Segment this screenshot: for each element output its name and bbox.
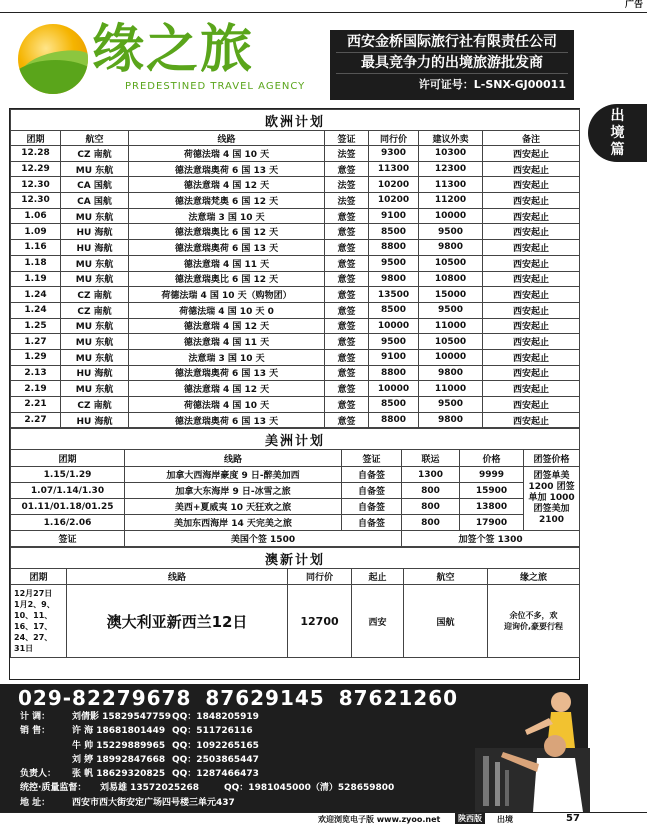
table-cell: MU 东航 bbox=[61, 334, 129, 350]
table-cell: CZ 南航 bbox=[61, 146, 129, 162]
australia-row bbox=[11, 585, 580, 658]
table-cell: 1.09 bbox=[11, 224, 61, 240]
table-cell: 12300 bbox=[419, 161, 483, 177]
visa-ca: 加签个签 1300 bbox=[402, 531, 580, 547]
section-name: 出境 bbox=[497, 815, 513, 824]
table-cell: 10200 bbox=[369, 177, 419, 193]
table-cell: 美加东西海岸 14 天完美之旅 bbox=[125, 515, 342, 531]
table-cell: 西安起止 bbox=[483, 349, 580, 365]
table-cell: 10000 bbox=[369, 318, 419, 334]
group-price-line: 团签单美 bbox=[533, 471, 570, 482]
europe-header-cell: 签证 bbox=[325, 131, 369, 146]
table-row bbox=[11, 177, 580, 193]
europe-table bbox=[10, 109, 580, 428]
table-cell: 2.27 bbox=[11, 412, 61, 428]
table-row bbox=[11, 334, 580, 350]
table-cell: 西安起止 bbox=[483, 365, 580, 381]
table-cell: 意签 bbox=[325, 397, 369, 413]
group-price-line: 团签美加 bbox=[533, 504, 570, 515]
table-cell: 西安起止 bbox=[483, 255, 580, 271]
contact-person: 牛 帅 15229889965 bbox=[72, 740, 166, 751]
table-cell: 10500 bbox=[419, 334, 483, 350]
table-cell: 法意瑞 3 国 10 天 bbox=[129, 349, 325, 365]
table-cell: 意签 bbox=[325, 412, 369, 428]
logo-text: 缘之旅 bbox=[92, 19, 255, 80]
table-cell: 1.18 bbox=[11, 255, 61, 271]
table-cell: CZ 南航 bbox=[61, 397, 129, 413]
contact-role: 地 址： bbox=[20, 797, 51, 808]
slogan: 最具竞争力的出境旅游批发商 bbox=[336, 52, 568, 74]
table-cell: 11000 bbox=[419, 318, 483, 334]
australia-header-cell: 航空 bbox=[404, 569, 488, 585]
contact-person: 刘 婷 18992847668 bbox=[72, 754, 166, 765]
table-cell: 1.06 bbox=[11, 208, 61, 224]
europe-title: 欧洲计划 bbox=[11, 110, 580, 131]
table-cell: 1.29 bbox=[11, 349, 61, 365]
table-cell: 800 bbox=[402, 483, 460, 499]
europe-header-row bbox=[11, 131, 580, 146]
table-cell: 意签 bbox=[325, 161, 369, 177]
table-cell: 12.28 bbox=[11, 146, 61, 162]
australia-title: 澳新计划 bbox=[11, 548, 580, 569]
australia-route: 澳大利亚新西兰12日 bbox=[67, 585, 288, 658]
group-price-line: 2100 bbox=[539, 515, 565, 526]
table-cell: 德法意瑞 4 国 12 天 bbox=[129, 381, 325, 397]
table-cell: 8800 bbox=[369, 412, 419, 428]
america-header-cell: 联运 bbox=[402, 450, 460, 467]
table-cell: 德法意瑞奥荷 6 国 13 天 bbox=[129, 240, 325, 256]
logo-icon bbox=[18, 24, 88, 94]
table-cell: 9500 bbox=[419, 224, 483, 240]
table-cell: 9300 bbox=[369, 146, 419, 162]
table-row bbox=[11, 302, 580, 318]
table-cell: 13500 bbox=[369, 287, 419, 303]
table-row bbox=[11, 349, 580, 365]
table-cell: 2.13 bbox=[11, 365, 61, 381]
phone-numbers bbox=[18, 686, 472, 710]
license-number: 许可证号：L-SNX-GJ00011 bbox=[418, 78, 566, 91]
table-cell: 西安起止 bbox=[483, 334, 580, 350]
phone-number: 87629145 bbox=[205, 686, 325, 710]
section-side-tab: 出 境 篇 bbox=[588, 104, 647, 162]
table-cell: 15900 bbox=[460, 483, 524, 499]
table-cell: 德法意瑞 4 国 11 天 bbox=[129, 255, 325, 271]
contact-row bbox=[20, 796, 394, 810]
table-cell: 11300 bbox=[369, 161, 419, 177]
table-cell: 01.11/01.18/01.25 bbox=[11, 499, 125, 515]
table-cell: 西安起止 bbox=[483, 177, 580, 193]
logo-subtitle: PREDESTINED TRAVEL AGENCY bbox=[125, 81, 306, 92]
contact-person: 张 帆 18629320825 bbox=[72, 769, 166, 780]
australia-header-row bbox=[11, 569, 580, 585]
table-cell: 意签 bbox=[325, 365, 369, 381]
table-cell: 10000 bbox=[369, 381, 419, 397]
table-cell: 17900 bbox=[460, 515, 524, 531]
table-cell: 意签 bbox=[325, 255, 369, 271]
contact-role: 销 售： bbox=[20, 726, 51, 737]
table-cell: HU 海航 bbox=[61, 240, 129, 256]
table-cell: 德法意瑞梵奥 6 国 12 天 bbox=[129, 193, 325, 209]
table-cell: 加拿大西海岸豪度 9 日-醉美加西 bbox=[125, 467, 342, 483]
footer-text: 欢迎浏览电子版 www.zyoo.net bbox=[318, 815, 441, 824]
table-cell: 1.24 bbox=[11, 287, 61, 303]
contact-person: 刘倩影 15829547759 bbox=[72, 712, 172, 722]
table-cell: HU 海航 bbox=[61, 224, 129, 240]
table-cell: MU 东航 bbox=[61, 271, 129, 287]
table-cell: 德法意瑞奥荷 6 国 13 天 bbox=[129, 365, 325, 381]
table-cell: 1.07/1.14/1.30 bbox=[11, 483, 125, 499]
table-cell: 西安起止 bbox=[483, 302, 580, 318]
table-cell: 意签 bbox=[325, 271, 369, 287]
table-cell: 1300 bbox=[402, 467, 460, 483]
europe-header-cell: 同行价 bbox=[369, 131, 419, 146]
page-footer bbox=[0, 812, 647, 825]
family-illustration bbox=[475, 688, 590, 812]
table-cell: 西安起止 bbox=[483, 397, 580, 413]
table-cell: 西安起止 bbox=[483, 161, 580, 177]
phone-number: 029-82279678 bbox=[18, 686, 192, 710]
table-cell: 法签 bbox=[325, 146, 369, 162]
table-row bbox=[11, 224, 580, 240]
america-header-cell: 团签价格 bbox=[524, 450, 580, 467]
europe-header-cell: 线路 bbox=[129, 131, 325, 146]
table-cell: 德法意瑞奥荷 6 国 13 天 bbox=[129, 412, 325, 428]
america-body bbox=[11, 467, 580, 531]
america-header-cell: 团期 bbox=[11, 450, 125, 467]
table-cell: 西安起止 bbox=[483, 381, 580, 397]
table-cell: 8500 bbox=[369, 397, 419, 413]
table-row bbox=[11, 287, 580, 303]
australia-header-cell: 起止 bbox=[352, 569, 404, 585]
tour-plan-box bbox=[9, 108, 580, 680]
table-cell: 10200 bbox=[369, 193, 419, 209]
group-price bbox=[524, 467, 580, 531]
table-cell: 9800 bbox=[419, 240, 483, 256]
table-cell: 11000 bbox=[419, 381, 483, 397]
australia-airline: 国航 bbox=[404, 585, 488, 658]
america-title: 美洲计划 bbox=[11, 429, 580, 450]
phone-number: 87621260 bbox=[338, 686, 459, 710]
contact-row bbox=[20, 753, 394, 767]
table-row bbox=[11, 483, 580, 499]
table-cell: 9800 bbox=[419, 365, 483, 381]
contact-person: 许 海 18681801449 bbox=[72, 726, 166, 737]
table-cell: 10300 bbox=[419, 146, 483, 162]
contact-qq: QQ：511726116 bbox=[172, 726, 253, 737]
table-cell: 2.19 bbox=[11, 381, 61, 397]
table-cell: HU 海航 bbox=[61, 365, 129, 381]
table-cell: 美西+夏威夷 10 天狂欢之旅 bbox=[125, 499, 342, 515]
europe-header-cell: 团期 bbox=[11, 131, 61, 146]
table-cell: CA 国航 bbox=[61, 177, 129, 193]
table-cell: 意签 bbox=[325, 302, 369, 318]
table-row bbox=[11, 467, 580, 483]
table-cell: 德法意瑞 4 国 12 天 bbox=[129, 177, 325, 193]
table-cell: MU 东航 bbox=[61, 318, 129, 334]
table-cell: 9500 bbox=[419, 302, 483, 318]
table-cell: 意签 bbox=[325, 349, 369, 365]
america-header-row bbox=[11, 450, 580, 467]
table-cell: MU 东航 bbox=[61, 161, 129, 177]
table-cell: 西安起止 bbox=[483, 318, 580, 334]
table-cell: 9500 bbox=[369, 255, 419, 271]
table-cell: 13800 bbox=[460, 499, 524, 515]
table-cell: MU 东航 bbox=[61, 208, 129, 224]
table-cell: 10800 bbox=[419, 271, 483, 287]
table-row bbox=[11, 208, 580, 224]
table-cell: 法意瑞 3 国 10 天 bbox=[129, 208, 325, 224]
table-cell: 西安起止 bbox=[483, 146, 580, 162]
table-row bbox=[11, 499, 580, 515]
table-row bbox=[11, 318, 580, 334]
table-cell: 1.27 bbox=[11, 334, 61, 350]
table-cell: 西安起止 bbox=[483, 224, 580, 240]
table-cell: 8800 bbox=[369, 365, 419, 381]
table-cell: 西安起止 bbox=[483, 208, 580, 224]
table-cell: 荷德法瑞 4 国 10 天（购物团） bbox=[129, 287, 325, 303]
table-cell: 1.16/2.06 bbox=[11, 515, 125, 531]
contact-role: 计 调： bbox=[20, 712, 51, 722]
table-row bbox=[11, 515, 580, 531]
table-cell: 意签 bbox=[325, 381, 369, 397]
america-header-cell: 签证 bbox=[342, 450, 402, 467]
table-cell: 自备签 bbox=[342, 467, 402, 483]
contact-row bbox=[20, 710, 394, 724]
table-row bbox=[11, 193, 580, 209]
europe-header-cell: 建议外卖 bbox=[419, 131, 483, 146]
table-cell: 9999 bbox=[460, 467, 524, 483]
table-cell: CZ 南航 bbox=[61, 302, 129, 318]
table-cell: 12.29 bbox=[11, 161, 61, 177]
table-cell: 10000 bbox=[419, 208, 483, 224]
table-row bbox=[11, 381, 580, 397]
contact-qq: QQ：1981045000（清）528659800 bbox=[224, 783, 395, 794]
table-cell: 10500 bbox=[419, 255, 483, 271]
table-row bbox=[11, 365, 580, 381]
table-cell: 西安起止 bbox=[483, 271, 580, 287]
table-cell: 自备签 bbox=[342, 483, 402, 499]
australia-header-cell: 同行价 bbox=[288, 569, 352, 585]
table-row bbox=[11, 412, 580, 428]
table-cell: 西安起止 bbox=[483, 287, 580, 303]
table-cell: 法签 bbox=[325, 193, 369, 209]
table-cell: 1.19 bbox=[11, 271, 61, 287]
table-cell: 12.30 bbox=[11, 177, 61, 193]
america-header-cell: 线路 bbox=[125, 450, 342, 467]
america-table bbox=[10, 428, 580, 547]
europe-header-cell: 航空 bbox=[61, 131, 129, 146]
group-price-line: 单加 1000 bbox=[528, 493, 575, 504]
table-cell: 8500 bbox=[369, 302, 419, 318]
table-cell: 荷德法瑞 4 国 10 天 bbox=[129, 146, 325, 162]
table-cell: 9100 bbox=[369, 349, 419, 365]
table-cell: 德法意瑞奥荷 6 国 13 天 bbox=[129, 161, 325, 177]
australia-header-cell: 缘之旅 bbox=[488, 569, 580, 585]
table-cell: 1.15/1.29 bbox=[11, 467, 125, 483]
contact-list bbox=[20, 710, 394, 810]
contact-role: 负责人： bbox=[20, 769, 57, 780]
contact-row bbox=[20, 739, 394, 753]
table-row bbox=[11, 146, 580, 162]
table-cell: 西安起止 bbox=[483, 240, 580, 256]
contact-qq: QQ：1287466473 bbox=[172, 769, 259, 780]
edition-badge: 陕西版 bbox=[455, 813, 485, 824]
table-cell: 自备签 bbox=[342, 515, 402, 531]
table-cell: 9500 bbox=[369, 334, 419, 350]
table-cell: 800 bbox=[402, 499, 460, 515]
table-cell: 9100 bbox=[369, 208, 419, 224]
table-cell: CZ 南航 bbox=[61, 287, 129, 303]
australia-start-end: 西安 bbox=[352, 585, 404, 658]
company-name: 西安金桥国际旅行社有限责任公司 bbox=[347, 34, 557, 50]
table-cell: 800 bbox=[402, 515, 460, 531]
group-price-line: 1200 团签 bbox=[528, 482, 575, 493]
table-cell: 西安起止 bbox=[483, 412, 580, 428]
table-cell: MU 东航 bbox=[61, 349, 129, 365]
table-cell: 15000 bbox=[419, 287, 483, 303]
table-cell: MU 东航 bbox=[61, 381, 129, 397]
contact-qq: QQ：1848205919 bbox=[172, 712, 259, 722]
table-cell: 1.24 bbox=[11, 302, 61, 318]
australia-note: 余位不多，欢 迎询价,豪要行程 bbox=[488, 585, 580, 658]
contact-qq: QQ：1092265165 bbox=[172, 740, 259, 751]
america-visa-row bbox=[11, 531, 580, 547]
table-cell: 8500 bbox=[369, 224, 419, 240]
ad-tag: 广告 bbox=[624, 0, 643, 10]
table-cell: 意签 bbox=[325, 334, 369, 350]
table-cell: 德法意瑞 4 国 11 天 bbox=[129, 334, 325, 350]
contact-row bbox=[20, 724, 394, 738]
table-cell: 1.16 bbox=[11, 240, 61, 256]
table-cell: 加拿大东海岸 9 日-冰雪之旅 bbox=[125, 483, 342, 499]
table-cell: 荷德法瑞 4 国 10 天 bbox=[129, 397, 325, 413]
contact-person: 西安市西大街安定广场四号楼三单元437 bbox=[72, 797, 235, 808]
contact-person: 刘易雄 13572025268 bbox=[100, 783, 200, 794]
table-cell: 意签 bbox=[325, 240, 369, 256]
table-cell: 法签 bbox=[325, 177, 369, 193]
table-cell: CA 国航 bbox=[61, 193, 129, 209]
table-cell: 德法意瑞奥比 6 国 12 天 bbox=[129, 224, 325, 240]
table-cell: HU 海航 bbox=[61, 412, 129, 428]
table-row bbox=[11, 255, 580, 271]
table-cell: MU 东航 bbox=[61, 255, 129, 271]
contact-row bbox=[20, 781, 394, 795]
table-cell: 9500 bbox=[419, 397, 483, 413]
australia-header-cell: 线路 bbox=[67, 569, 288, 585]
australia-dates: 12月27日 1月2、9、 10、11、 16、17、 24、27、 31日 bbox=[11, 585, 67, 658]
table-row bbox=[11, 271, 580, 287]
europe-header-cell: 备注 bbox=[483, 131, 580, 146]
page-number: 57 bbox=[566, 813, 580, 824]
australia-price: 12700 bbox=[288, 585, 352, 658]
table-cell: 1.25 bbox=[11, 318, 61, 334]
company-box bbox=[330, 30, 574, 100]
australia-table bbox=[10, 547, 580, 658]
table-cell: 10000 bbox=[419, 349, 483, 365]
table-cell: 9800 bbox=[369, 271, 419, 287]
table-cell: 2.21 bbox=[11, 397, 61, 413]
table-cell: 9800 bbox=[419, 412, 483, 428]
table-cell: 西安起止 bbox=[483, 193, 580, 209]
header bbox=[0, 12, 588, 104]
table-cell: 意签 bbox=[325, 208, 369, 224]
contact-role: 统控·质量监督： bbox=[20, 783, 87, 794]
table-cell: 意签 bbox=[325, 224, 369, 240]
europe-body bbox=[11, 146, 580, 428]
contact-qq: QQ：2503865447 bbox=[172, 754, 259, 765]
table-cell: 8800 bbox=[369, 240, 419, 256]
table-cell: 荷德法瑞 4 国 10 天 0 bbox=[129, 302, 325, 318]
table-cell: 11300 bbox=[419, 177, 483, 193]
table-row bbox=[11, 240, 580, 256]
america-header-cell: 价格 bbox=[460, 450, 524, 467]
table-cell: 意签 bbox=[325, 287, 369, 303]
table-row bbox=[11, 397, 580, 413]
table-cell: 自备签 bbox=[342, 499, 402, 515]
visa-label: 签证 bbox=[11, 531, 125, 547]
contact-row bbox=[20, 767, 394, 781]
table-cell: 意签 bbox=[325, 318, 369, 334]
table-cell: 德法意瑞 4 国 12 天 bbox=[129, 318, 325, 334]
table-cell: 德法意瑞奥比 6 国 12 天 bbox=[129, 271, 325, 287]
visa-us: 美国个签 1500 bbox=[125, 531, 402, 547]
table-cell: 11200 bbox=[419, 193, 483, 209]
australia-header-cell: 团期 bbox=[11, 569, 67, 585]
table-cell: 12.30 bbox=[11, 193, 61, 209]
table-row bbox=[11, 161, 580, 177]
